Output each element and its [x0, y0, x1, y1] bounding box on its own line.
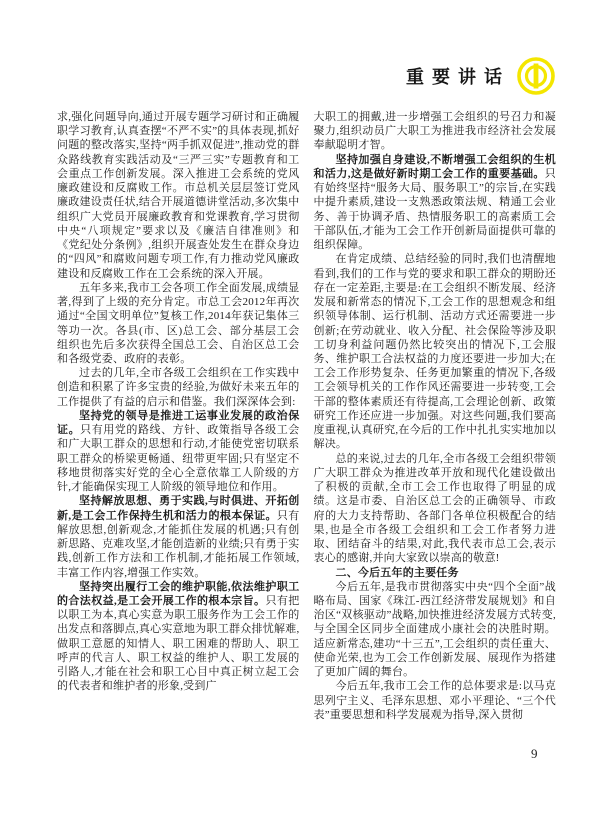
paragraph-lead: 坚持党的领导是推进工运事业发展的政治保证。 [57, 409, 300, 437]
paragraph [57, 366, 300, 409]
page-title: 重要讲话 [406, 67, 510, 88]
paragraph-text: 在肯定成绩、总结经验的同时,我们也清醒地看到,我们的工作与党的要求和职工群众的期盼还存在一定差距,主要是:在工会组织不断发展、经济发展和新常态的情况下,工会工作的思想观念和组织领导体制、运行机制、活动方式还需要进一步创新;在劳动就业、收入分配、社会保险等涉及职工切身利益问题仍然比较突出的情况下,工会服务、维护职工合法权益的力度还要进一步加大;在工会工作形势复杂、任务更加繁重的情况下,各级工会领导机关的工作作风还需要进一步转变,工会干部的整体素质还有待提高,工会理论创新、政策研究工作还应进一步加强。对这些问题,我们要高度重视,认真研究,在今后的工作中扎扎实实地加以解决。 [313, 253, 556, 451]
paragraph [314, 580, 557, 680]
paragraph-lead: 坚持加强自身建设,不断增强工会组织的生机和活力,这是做好新时期工会工作的重要基础。 [313, 153, 556, 180]
paragraph-text: 五年多来,我市工会各项工作全面发展,成绩显著,得到了上级的充分肯定。市总工会2012年再次通过“全国文明单位”复核工作,2014年获记集体三等功一次。各县(市、区)总工会、部分基层工会组织也先后多次获得全国总工会、自治区总工会和各级党委、政府的表彰。 [57, 281, 300, 365]
paragraph-text: 只有把以职工为本,真心实意为职工服务作为工会工作的出发点和落脚点,真心实意地为职工群众排忧解难,做职工意愿的知情人、职工困难的帮助人、职工呼声的代言人、职工权益的维护人、职工发展的引路人,才能在社会和职工心目中真正树立起工会的代表者和维护者的形象,受到广 [57, 594, 300, 693]
paragraph-text: 求,强化问题导向,通过开展专题学习研讨和正确履职学习教育,认真查摆“不严不实”的具体表现,抓好问题的整改落实,坚持“两手抓双促进”,推动党的群众路线教育实践活动及“三严三实”专题教育和工会重点工作创新发展。深入推进工会系统的党风廉政建设和反腐败工作。市总机关层层签订党风廉政建设责任状,结合开展道德讲堂活动,多次集中组织广大党员开展廉政教育和党课教育,学习贯彻中央“八项规定”要求以及《廉洁自律准则》和《党纪处分条例》,组织开展查处发生在群众身边的“四风”和腐败问题专项工作,有力推动党风廉政建设和反腐败工作在工会系统的深入开展。 [57, 111, 300, 280]
paragraph [57, 580, 300, 694]
text-body [57, 110, 556, 722]
text-column-right [314, 110, 557, 722]
paragraph [314, 679, 557, 722]
paragraph-text: 过去的几年,全市各级工会组织在工作实践中创造和积累了许多宝贵的经验,为做好未来五年的工作提供了有益的启示和借鉴。我们深深体会到: [57, 367, 300, 408]
paragraph [57, 409, 300, 494]
section-heading [314, 566, 557, 580]
paragraph-lead: 坚持解放思想、勇于实践,与时俱进、开拓创新,是工会工作保持生机和活力的根本保证。 [57, 495, 300, 522]
paragraph-lead: 坚持突出履行工会的维护职能,依法维护职工的合法权益,是工会开展工作的根本宗旨。 [57, 580, 300, 607]
paragraph-text: 只有始终坚持“服务大局、服务职工”的宗旨,在实践中提升素质,建设一支熟悉政策法规、精通工会业务、善于协调矛盾、热情服务职工的高素质工会干部队伍,才能为工会工作开创新局面提供可靠的组织保障。 [313, 167, 556, 252]
paragraph [57, 110, 300, 281]
paragraph [57, 281, 300, 366]
paragraph-text: 只有用党的路线、方针、政策指导各级工会和广大职工群众的思想和行动,才能使党密切联系职工群众的桥梁更畅通、纽带更牢固;只有坚定不移地贯彻落实好党的全心全意依靠工人阶级的方针,才能确保实现工人阶级的领导地位和作用。 [57, 424, 300, 494]
paragraph-text: 总的来说,过去的几年,全市各级工会组织带领广大职工群众为推进改革开放和现代化建设做出了积极的贡献,全市工会工作也取得了明显的成绩。这是市委、自治区总工会的正确领导、市政府的大力支持帮助、各部门各单位积极配合的结果,也是全市各级工会组织和工会工作者努力进取、团结奋斗的结果,对此,我代表市总工会,表示衷心的感谢,并向大家致以崇高的敬意! [313, 452, 556, 565]
paragraph [314, 153, 557, 253]
paragraph [314, 252, 557, 451]
paragraph [314, 452, 557, 566]
paragraph [314, 110, 557, 153]
paragraph [57, 494, 300, 579]
paragraph-text: 今后五年,是我市贯彻落实中央“四个全面”战略布局、国家《珠江-西江经济带发展规划》和自治区“双核驱动”战略,加快推进经济发展方式转变,与全国全区同步全面建成小康社会的决胜时期。适应新常态,建功“十三五”,工会组织的责任重大、使命光荣,也为工会工作创新发展、展现作为搭建了更加广阔的舞台。 [313, 580, 556, 679]
paragraph-text: 大职工的拥戴,进一步增强工会组织的号召力和凝聚力,组织动员广大职工为推进我市经济社会发展奉献聪明才智。 [313, 111, 556, 152]
page-number: 9 [531, 746, 538, 761]
text-column-left [57, 110, 300, 722]
paragraph-text: 只有解放思想,创新观念,才能抓住发展的机遇;只有创新思路、克难攻坚,才能创造新的业绩;只有勇于实践,创新工作方法和工作机制,才能拓展工作领域,丰富工作内容,增强工作实效。 [57, 509, 300, 579]
paragraph-text: 今后五年,我市工会工作的总体要求是:以马克思列宁主义、毛泽东思想、邓小平理论、“三个代表”重要思想和科学发展观为指导,深入贯彻 [313, 680, 556, 721]
trade-union-emblem-icon [516, 56, 556, 96]
page-header [406, 56, 556, 96]
paragraph-lead: 二、今后五年的主要任务 [335, 566, 459, 579]
